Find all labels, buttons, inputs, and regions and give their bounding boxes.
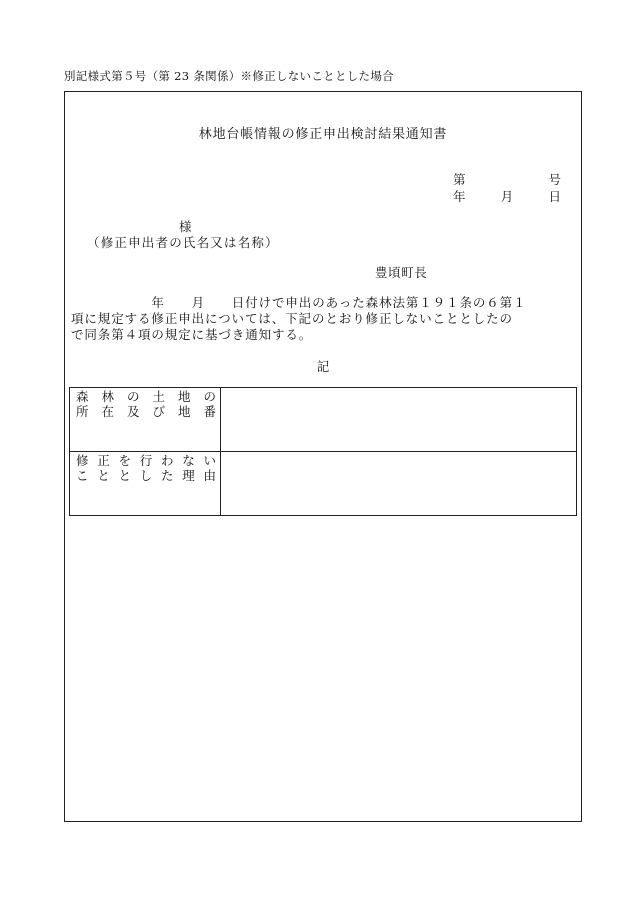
document-number-line: [453, 170, 561, 188]
row-value-reason: [221, 452, 577, 516]
row-label-line: 森林の土地の: [76, 389, 216, 404]
number-suffix: 号: [548, 172, 561, 187]
row-label-line: 所在及び地番: [76, 404, 216, 419]
date-month: 月: [500, 189, 514, 204]
table-row: [70, 388, 577, 452]
date-year: 年: [453, 189, 466, 204]
date-day: 日: [548, 189, 561, 204]
document-title: 林地台帳情報の修正申出検討結果通知書: [198, 127, 448, 142]
addressee-honorific: 様: [179, 219, 192, 234]
addressee-placeholder: （修正申出者の氏名又は名称）: [87, 235, 279, 250]
row-label-line: こととした理由: [76, 468, 216, 483]
document-frame: [64, 91, 582, 822]
row-label: [70, 388, 221, 452]
table-row: [70, 452, 577, 516]
details-table: [69, 387, 577, 516]
row-label: [70, 452, 221, 516]
row-value-location: [221, 388, 577, 452]
body-line: で同条第４項の規定に基づき通知する。: [71, 327, 313, 342]
number-prefix: 第: [453, 172, 466, 187]
row-label-line: 修正を行わない: [76, 453, 216, 468]
body-line: 年 月 日付けで申出のあった森林法第１９１条の６第１: [71, 295, 527, 310]
form-caption: 別記様式第５号（第 23 条関係）※修正しないこととした場合: [64, 69, 394, 83]
body-line: 項に規定する修正申出については、下記のとおり修正しないこととしたの: [71, 311, 513, 326]
ki-heading: 記: [316, 359, 330, 374]
document-date-line: [453, 187, 561, 205]
body-text: [71, 295, 579, 343]
issuer-name: 豊頃町長: [375, 265, 428, 280]
